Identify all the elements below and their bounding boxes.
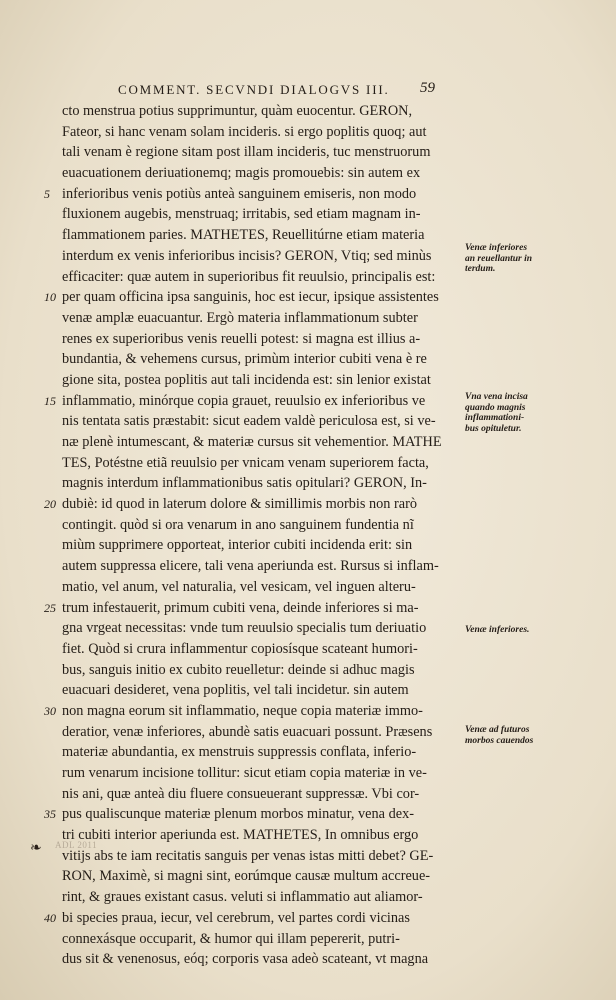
text-line <box>44 184 464 205</box>
margin-note-line: inflammationi- <box>465 413 525 423</box>
line-text: flammationem paries. MATHETES, Reuellitúrne etiam materia <box>62 227 425 244</box>
text-line <box>44 122 464 143</box>
margin-note-line: morbos cauendos <box>465 735 534 746</box>
text-line <box>44 246 464 267</box>
line-text: vitijs abs te iam recitatis sanguis per venas istas mitti debet? GE- <box>62 847 434 864</box>
text-line <box>44 370 464 391</box>
text-line <box>44 453 464 474</box>
text-line <box>44 804 464 825</box>
text-line <box>44 329 464 350</box>
text-line <box>44 825 464 846</box>
text-line <box>44 204 464 225</box>
line-text: renes ex superioribus venis reuelli potest: si magna est illius a- <box>62 330 421 347</box>
line-number: 30 <box>44 703 56 718</box>
text-line <box>44 639 464 660</box>
line-text: cto menstrua potius supprimuntur, quàm euocentur. GERON, <box>62 103 413 119</box>
margin-note-line: Vna vena incisa <box>465 392 528 402</box>
line-text: tali venam è regione sitam post illam incideris, tuc menstruorum <box>62 144 431 161</box>
line-text: inferioribus venis potiùs anteà sanguinem emiseris, non modo <box>62 185 417 202</box>
line-number: 10 <box>44 290 56 305</box>
ink-flourish: ❧ <box>30 841 42 856</box>
line-text: contingit. quòd si ora venarum in ano sanguinem fundentia nĩ <box>62 516 414 533</box>
body-text <box>44 101 464 970</box>
line-text: deratior, venæ inferiores, abundè satis euacuari possunt. Præsens <box>62 723 433 740</box>
line-text: nis ani, quæ anteà diu fluere consueuerant suppressæ. Vbi cor- <box>62 785 420 802</box>
text-line <box>44 722 464 743</box>
line-text: gione sita, postea poplitis aut tali incidenda est: sin lenior existat <box>62 371 431 388</box>
text-line <box>44 142 464 163</box>
text-line <box>44 287 464 308</box>
page-number: 59 <box>420 80 435 96</box>
line-text: euacuari desideret, vena poplitis, vel tali incidetur. sin autem <box>62 682 409 699</box>
margin-note-line: Venæ inferiores. <box>465 625 530 635</box>
text-line <box>44 267 464 288</box>
line-text: efficaciter: quæ autem in superioribus fit reuulsio, principalis est: <box>62 268 436 285</box>
margin-note <box>465 725 615 746</box>
line-number: 25 <box>44 600 56 615</box>
text-line <box>44 618 464 639</box>
line-text: per quam officina ipsa sanguinis, hoc est iecur, ipsique assistentes <box>62 289 439 306</box>
line-number: 40 <box>44 910 56 925</box>
margin-note-line: Venæ inferiores <box>465 243 528 253</box>
margin-note <box>465 392 615 434</box>
line-text: miùm supprimere opporteat, interior cubiti incidenda erit: sin <box>62 537 413 554</box>
text-line <box>44 887 464 908</box>
line-text: dubiè: id quod in laterum dolore & simillimis morbis non rarò <box>62 496 417 513</box>
line-text: rum venarum incisione tollitur: sicut etiam copia materiæ in ve- <box>62 765 427 781</box>
text-line <box>44 163 464 184</box>
margin-note <box>465 625 615 636</box>
line-text: TES, Potéstne etiã reuulsio per vnicam venam superiorem facta, <box>62 454 429 471</box>
line-text: bus, sanguis initio ex cubito reuelletur: deinde si adhuc magis <box>62 661 415 678</box>
line-number: 35 <box>44 807 56 822</box>
text-line <box>44 515 464 536</box>
line-text: pus qualiscunque materiæ plenum morbos minatur, vena dex- <box>62 806 415 823</box>
line-text: dus sit & venenosus, eóq; corporis vasa adeò scateant, vt magna <box>62 951 429 968</box>
text-line <box>44 908 464 929</box>
line-text: gna vrgeat necessitas: vnde tum reuulsio specialis tum deriuatio <box>62 620 427 637</box>
running-head: COMMENT. SECVNDI DIALOGVS III. <box>118 82 390 97</box>
line-text: Fateor, si hanc venam solam incideris. si ergo poplitis quoq; aut <box>62 123 427 140</box>
margin-note-line: bus opituletur. <box>465 423 522 434</box>
line-text: matio, vel anum, vel naturalia, vel vesicam, vel inguen alteru- <box>62 578 416 595</box>
text-line <box>44 308 464 329</box>
line-number: 15 <box>44 393 56 408</box>
line-text: fiet. Quòd si crura inflammentur copiosísque scateant humori- <box>62 640 418 657</box>
text-line <box>44 349 464 370</box>
library-stamp: ADL 2011 <box>55 840 98 850</box>
line-text: interdum ex venis inferioribus incisis? GERON, Vtiq; sed minùs <box>62 247 432 264</box>
margin-note-line: quando magnis <box>465 402 526 413</box>
line-text: fluxionem augebis, menstruaq; irritabis, sed etiam magnam in- <box>62 206 421 223</box>
margin-note-line: terdum. <box>465 264 496 274</box>
margin-note <box>465 243 615 275</box>
line-text: rint, & graues existant casus. veluti si inflammatio aut aliamor- <box>62 889 423 906</box>
text-line <box>44 763 464 784</box>
line-text: materiæ abundantia, ex menstruis suppressis conflata, inferio- <box>62 744 417 761</box>
line-text: nis tentata satis præstabit: sicut eadem valdè periculosa est, si ve- <box>62 413 436 430</box>
line-text: non magna eorum sit inflammatio, neque copia materiæ immo- <box>62 702 423 719</box>
line-text: tri cubiti interior aperiunda est. MATHETES, In omnibus ergo <box>62 827 419 844</box>
text-line <box>44 577 464 598</box>
text-line <box>44 929 464 950</box>
line-text: inflammatio, minórque copia grauet, reuulsio ex inferioribus ve <box>62 392 426 409</box>
margin-note-line: an reuellantur in <box>465 253 533 264</box>
text-line <box>44 225 464 246</box>
margin-note-line: Venæ ad futuros <box>465 725 530 735</box>
text-line <box>44 866 464 887</box>
line-text: magnis interdum inflammationibus satis opitulari? GERON, In- <box>62 475 427 492</box>
line-text: bi species praua, iecur, vel cerebrum, vel partes cordi vicinas <box>62 909 410 926</box>
text-line <box>44 701 464 722</box>
text-line <box>44 101 464 122</box>
text-line <box>44 680 464 701</box>
line-number: 20 <box>44 497 56 512</box>
line-text: trum infestauerit, primum cubiti vena, deinde inferiores si ma- <box>62 599 419 616</box>
text-line <box>44 598 464 619</box>
text-line <box>44 556 464 577</box>
text-line <box>44 473 464 494</box>
line-text: venæ amplæ euacuantur. Ergò materia inflammationum subter <box>62 309 418 326</box>
line-text: connexásque occuparit, & humor qui illam pepererit, putri- <box>62 930 400 947</box>
text-line <box>44 784 464 805</box>
text-line <box>44 391 464 412</box>
line-text: bundantia, & vehemens cursus, primùm interior cubiti vena è re <box>62 351 427 368</box>
text-line <box>44 742 464 763</box>
text-line <box>44 494 464 515</box>
text-line <box>44 432 464 453</box>
text-line <box>44 535 464 556</box>
text-line <box>44 660 464 681</box>
line-text: euacuationem deriuationemq; magis promouebis: sin autem ex <box>62 165 421 182</box>
line-number: 5 <box>44 186 50 201</box>
line-text: autem suppressa elicere, tali vena aperiunda est. Rursus si inflam- <box>62 558 439 575</box>
text-line <box>44 411 464 432</box>
line-text: næ plenè intumescant, & materiæ cursus sit vehementior. MATHE <box>62 434 442 450</box>
text-line <box>44 846 464 867</box>
text-line <box>44 949 464 970</box>
line-text: RON, Maximè, si magni sint, eorúmque causæ multum accreue- <box>62 868 431 885</box>
